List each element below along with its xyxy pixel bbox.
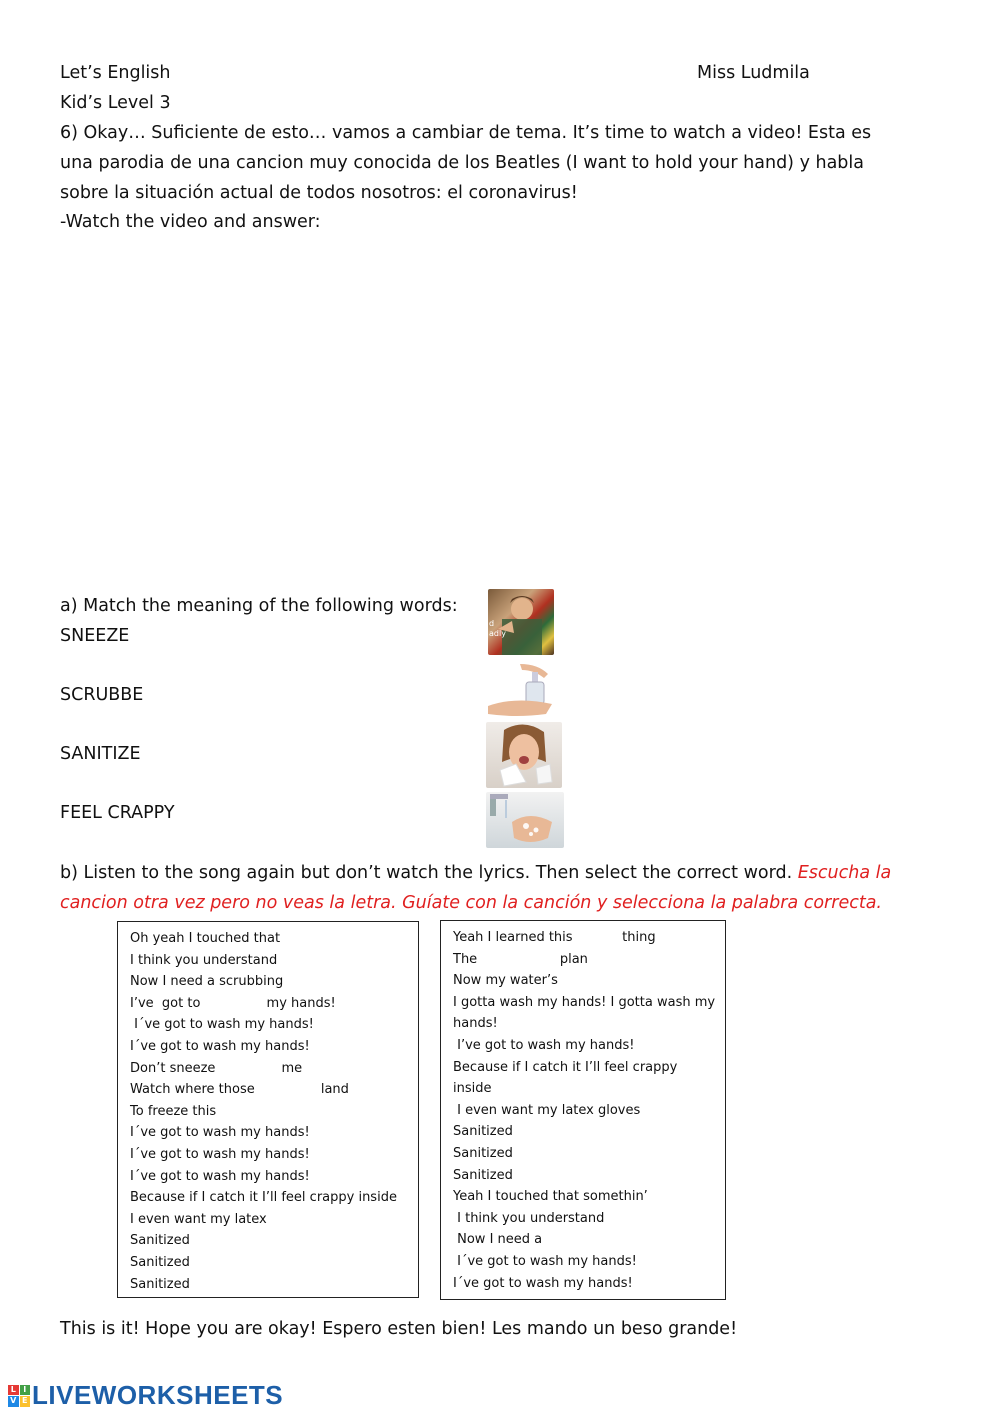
lyric-line: I even want my latex — [130, 1211, 267, 1227]
hand-washing-photo[interactable] — [486, 792, 564, 848]
sneezing-icon — [486, 722, 562, 788]
lyric-line: Oh yeah I touched that — [130, 931, 281, 946]
lyric-line: I think you understand — [453, 1210, 605, 1226]
lyric-line: Watch where those land — [130, 1082, 349, 1098]
hand-sanitizer-photo[interactable] — [486, 662, 564, 718]
lyric-line: Don’t sneeze me — [130, 1060, 303, 1076]
lyric-line: Yeah I touched that somethin’ — [453, 1189, 648, 1205]
school-name: Let’s English — [60, 63, 171, 83]
lyric-line: I gotta wash my hands! I gotta wash my — [453, 994, 716, 1010]
lyrics-box-right — [440, 920, 726, 1300]
lyric-line: Now my water’s — [453, 973, 558, 989]
part-b-instruction-en: b) Listen to the song again but don’t watch the lyrics. Then select the correct word. — [60, 863, 793, 883]
part-a-title: a) Match the meaning of the following words: — [60, 596, 458, 616]
lyric-line: Now I need a — [453, 1232, 543, 1248]
photo-caption-text: d adly — [489, 619, 506, 638]
word-scrubbe: SCRUBBE — [60, 685, 144, 705]
lyric-line: Because if I catch it I’ll feel crappy inside — [130, 1190, 397, 1206]
badge-letter: E — [20, 1396, 31, 1407]
word-sanitize: SANITIZE — [60, 744, 141, 764]
liveworksheets-logo[interactable] — [8, 1380, 283, 1411]
lyric-line: Sanitized — [130, 1254, 190, 1270]
lyric-line: hands! — [453, 1016, 498, 1032]
lyric-line: Sanitized — [453, 1167, 513, 1183]
teacher-name: Miss Ludmila — [697, 63, 810, 83]
part-b-instructions — [60, 858, 900, 918]
lyric-line: I´ve got to wash my hands! — [130, 1125, 310, 1141]
sick-man-photo[interactable] — [488, 589, 554, 655]
lyric-line: To freeze this — [130, 1103, 217, 1119]
sanitizer-icon — [486, 662, 564, 718]
lyric-line: I´ve got to wash my hands! — [130, 1168, 310, 1184]
logo-badge-icon — [8, 1385, 30, 1407]
lyric-line: Sanitized — [130, 1233, 190, 1249]
word-feel-crappy: FEEL CRAPPY — [60, 803, 175, 823]
hand-washing-icon — [486, 792, 564, 848]
badge-letter: I — [20, 1385, 31, 1396]
woman-sneezing-photo[interactable] — [486, 722, 562, 788]
lyric-line: I´ve got to wash my hands! — [453, 1253, 637, 1269]
lyric-line: Now I need a scrubbing — [130, 974, 284, 990]
logo-text: LIVEWORKSHEETS — [32, 1380, 284, 1410]
lyric-line: Sanitized — [453, 1145, 513, 1161]
lyric-line: Because if I catch it I’ll feel crappy — [453, 1059, 678, 1075]
closing-message: This is it! Hope you are okay! Espero esten bien! Les mando un beso grande! — [60, 1319, 738, 1339]
lyric-line: I´ve got to wash my hands! — [130, 1146, 310, 1162]
lyric-line: The plan — [453, 951, 588, 967]
lyric-line: I even want my latex gloves — [453, 1102, 641, 1118]
badge-letter: L — [8, 1385, 19, 1396]
watch-instruction: -Watch the video and answer: — [60, 212, 321, 232]
lyric-line: I´ve got to wash my hands! — [130, 1038, 310, 1054]
lyric-line: Yeah I learned this thing — [453, 930, 656, 945]
lyric-line: I´ve got to wash my hands! — [453, 1275, 633, 1291]
intro-paragraph: 6) Okay… Suficiente de esto… vamos a cambiar de tema. It’s time to watch a video! Esta es una parodia de una cancion muy conocida de los Beatles (I want to hold your hand) y habla sobre la situación actual de todos nosotros: el coronavirus! — [60, 123, 872, 203]
badge-letter: V — [8, 1396, 19, 1407]
part-b-instruction-es: Escucha la cancion otra vez pero no veas la letra. Guíate con la canción y selecciona la palabra correcta. — [60, 863, 892, 913]
video-area[interactable] — [60, 245, 900, 575]
level-label: Kid’s Level 3 — [60, 93, 171, 113]
lyric-line: Sanitized — [130, 1276, 190, 1292]
lyric-line: I’ve got to wash my hands! — [453, 1037, 635, 1053]
lyric-line: I´ve got to wash my hands! — [130, 1017, 314, 1033]
lyric-line: I think you understand — [130, 952, 278, 968]
lyric-line: inside — [453, 1081, 492, 1097]
lyrics-box-left — [117, 921, 419, 1298]
lyric-line: I’ve got to my hands! — [130, 995, 336, 1011]
word-sneeze: SNEEZE — [60, 626, 130, 646]
lyric-line: Sanitized — [453, 1124, 513, 1140]
